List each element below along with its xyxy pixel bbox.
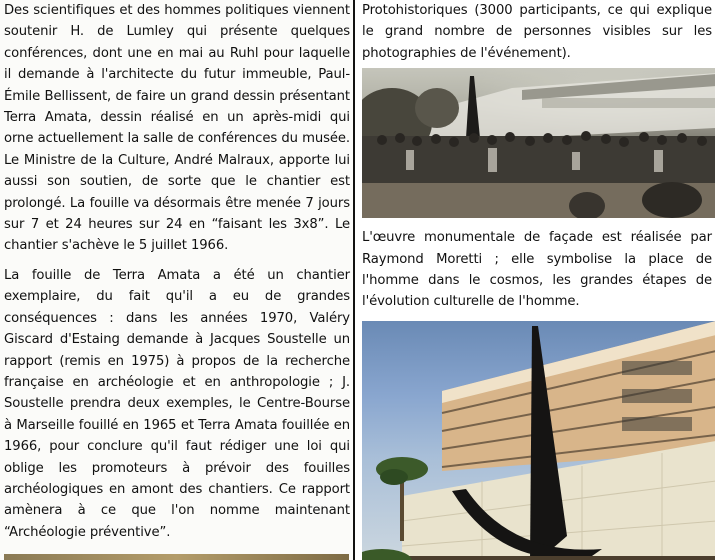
left-paragraph-2: La fouille de Terra Amata a été un chantier exemplaire, du fait qu'il a eu de grandes conséquences : dans les années 1970, Valéry Giscard d'Estaing demande à Jacques Soustelle un rapport (remis en 1975) à propos de la recherche française en archéologie et en anthropologie ; J. Soustelle prendra deux exemples, le Centre-Bourse à Marseille fouillé en 1965 et Terra Amata fouillée en 1966, pour conclure qu'il faut rédiger une loi qui oblige les promoteurs à prévoir des fouilles archéologiques en amont des chantiers. Ce rapport amènera à ce que l'on nomme maintenant “Archéologie préventive”.	[4, 267, 350, 540]
right-text-column	[357, 0, 715, 560]
event-crowd-photo-drawing	[362, 68, 715, 218]
left-paragraph-1: Des scientifiques et des hommes politiques viennent soutenir H. de Lumley qui présente quelques conférences, dont une en mai au Ruhl pour laquelle il demande à l'architecte du futur immeuble, Paul-Émile Bellissent, de faire un grand dessin présentant Terra Amata, dessin réalisé en un après-midi qui orne actuellement la salle de conférences du musée. Le Ministre de la Culture, André Malraux, apporte lui aussi son soutien, de sorte que le chantier est prolongé. La fouille va désormais être menée 7 jours sur 7 et 24 heures sur 24 en “faisant les 3x8”. Le chantier s'achève le 5 juillet 1966.	[4, 3, 350, 254]
sculpture-facade-photo	[362, 321, 715, 560]
next-photo-edge	[4, 554, 349, 560]
event-crowd-photo	[362, 68, 715, 218]
left-text-column	[0, 0, 355, 560]
sculpture-facade-photo-drawing	[362, 321, 715, 560]
right-paragraph-2: L'œuvre monumentale de façade est réalisée par Raymond Moretti ; elle symbolise la place de l'homme dans le cosmos, les grandes étapes de l'évolution culturelle de l'homme.	[362, 230, 712, 310]
right-paragraph-1: Protohistoriques (3000 participants, ce qui explique le grand nombre de personnes visibles sur les photographies de l'événement).	[362, 3, 712, 61]
